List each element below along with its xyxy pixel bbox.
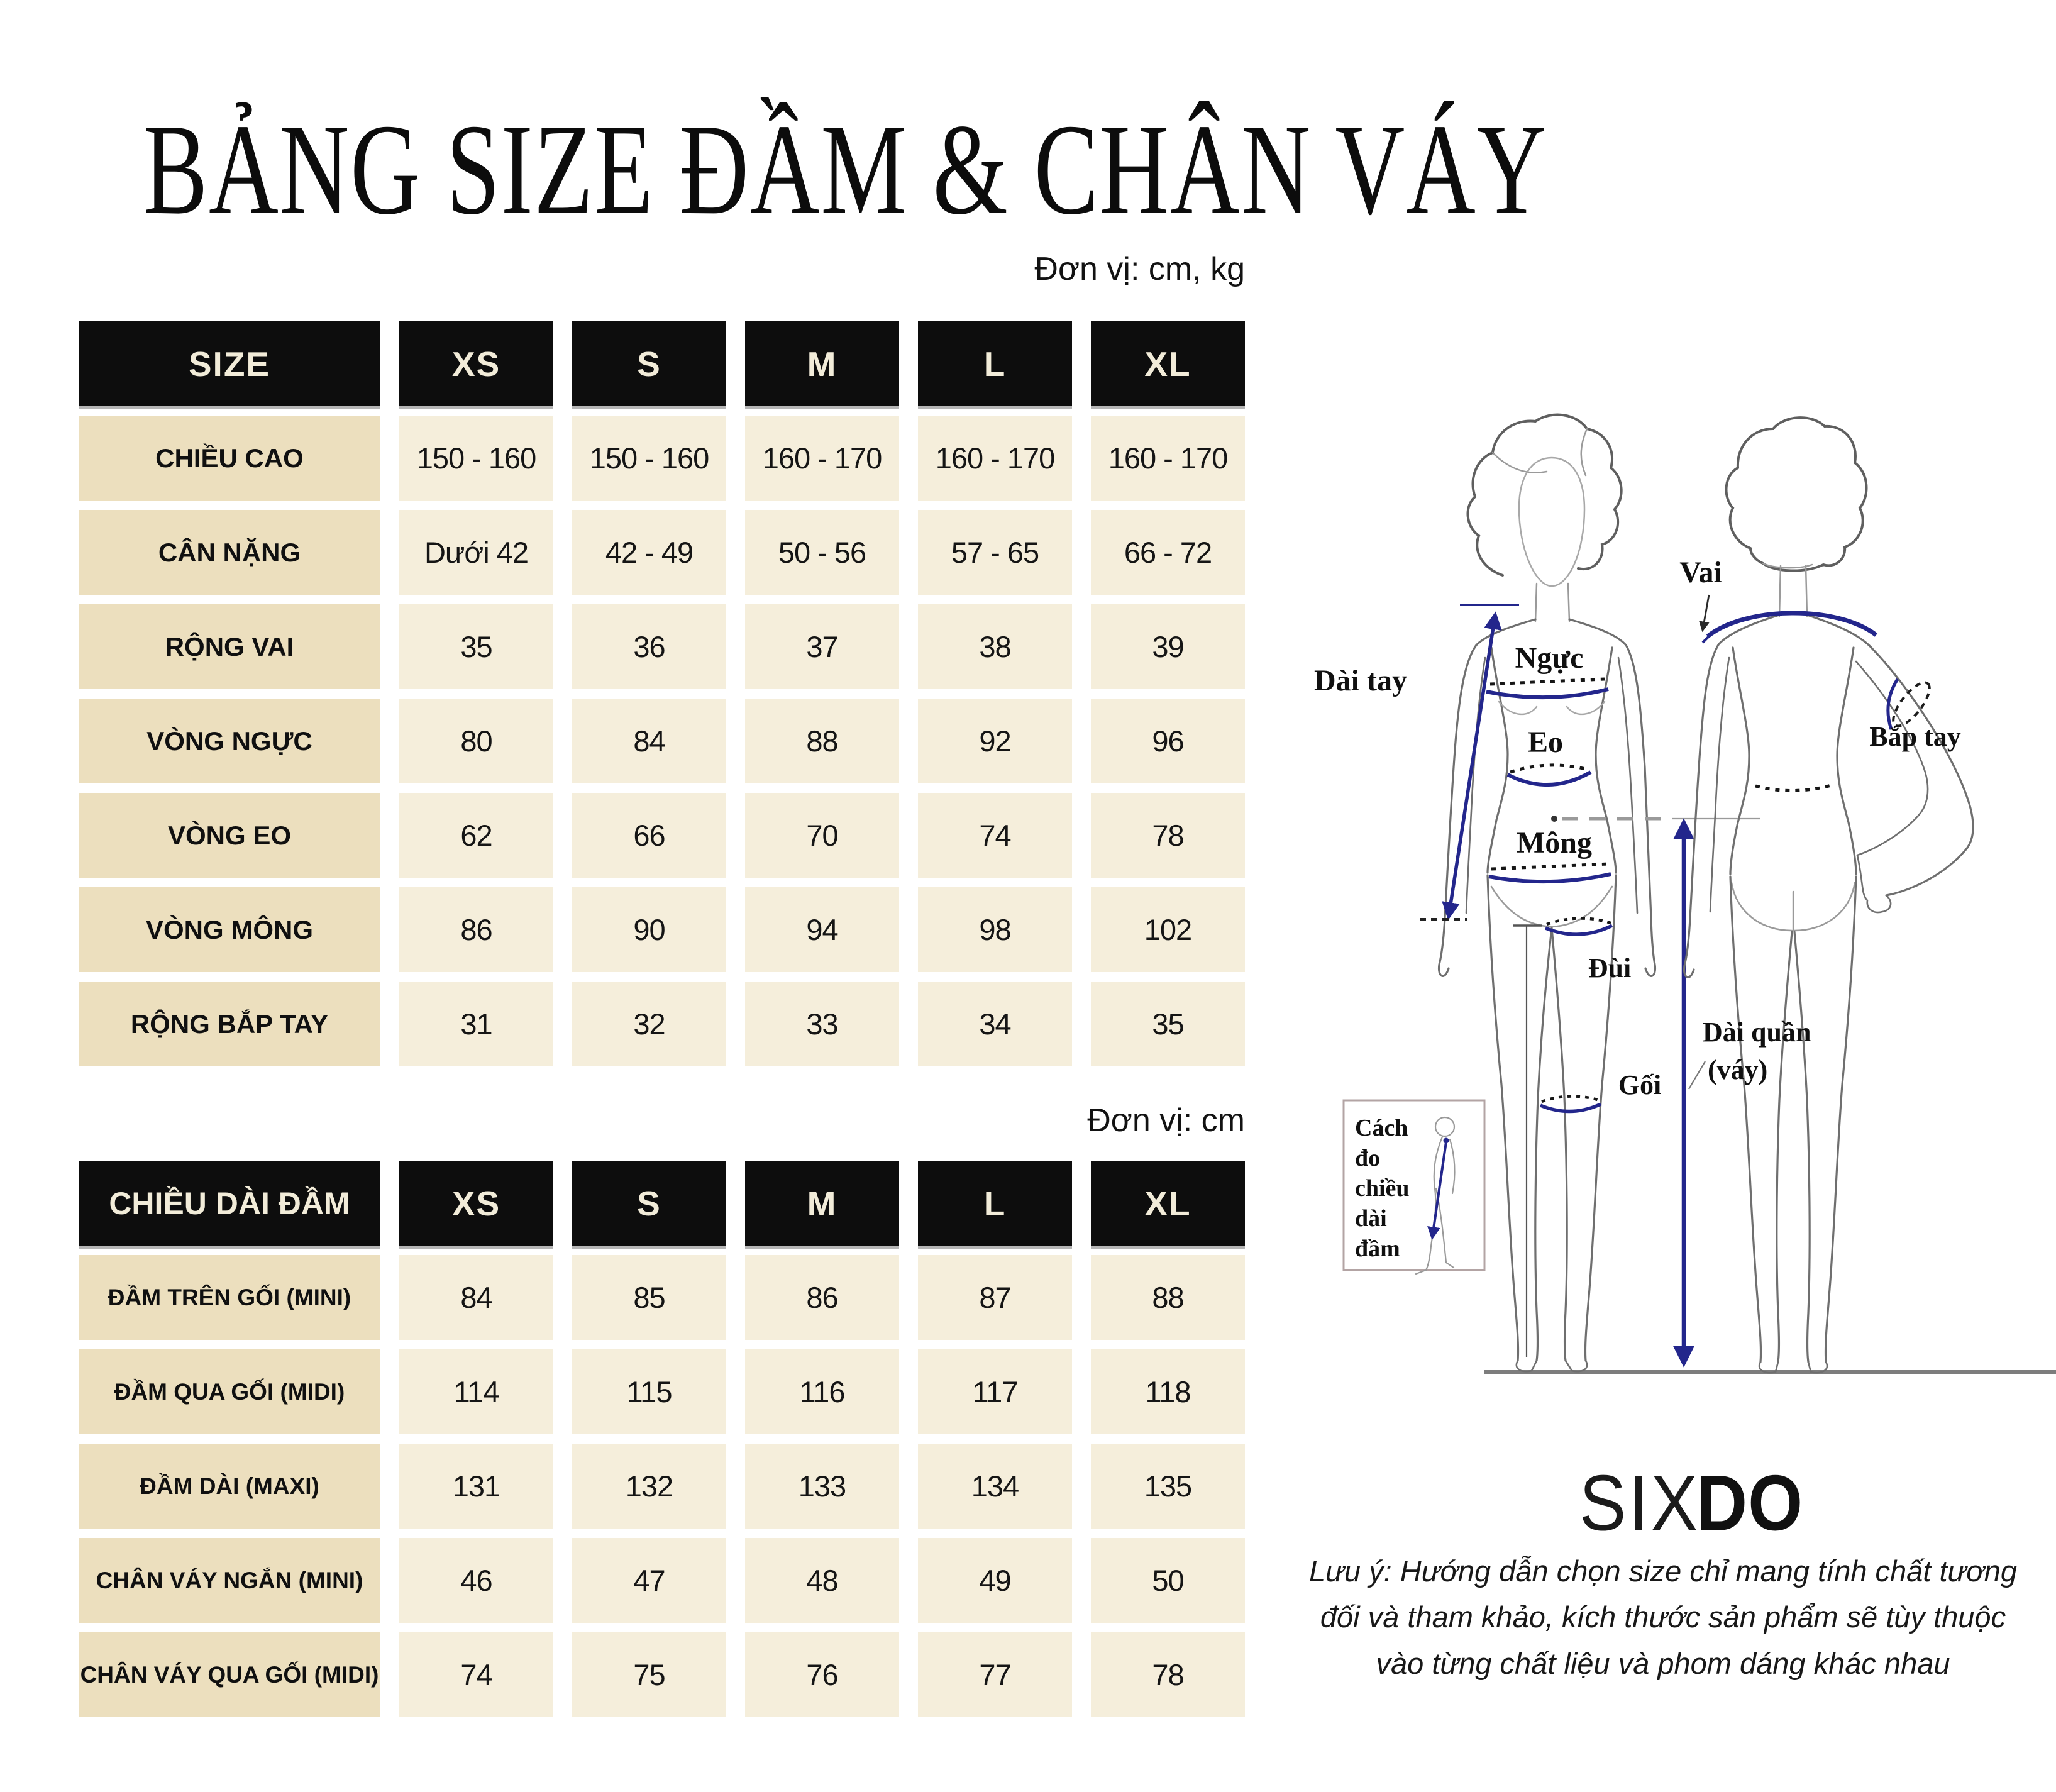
- row-label-maxi-dress: ĐẦM DÀI (MAXI): [79, 1444, 380, 1529]
- dress-length-table: [79, 1161, 1245, 1717]
- waist-m: 70: [745, 793, 899, 878]
- back-figure-sketch: [1684, 418, 1974, 1373]
- thigh-label: Đùi: [1588, 953, 1632, 983]
- table2-header-s: S: [572, 1161, 726, 1246]
- table2-header-xl: XL: [1091, 1161, 1245, 1246]
- maxi-dress-m: 133: [745, 1444, 899, 1529]
- mini-dress-l: 87: [918, 1255, 1072, 1340]
- mini-dress-m: 86: [745, 1255, 899, 1340]
- note-line-1: Lưu ý: Hướng dẫn chọn size chỉ mang tính chất tương: [1309, 1554, 2017, 1588]
- waist-measure-line: [1508, 772, 1591, 785]
- upper-arm-xs: 31: [399, 982, 553, 1066]
- hip-dotted-line: [1491, 864, 1608, 869]
- mini-skirt-s: 47: [572, 1538, 726, 1623]
- bust-xs: 80: [399, 699, 553, 783]
- garment-label-pointer: [1689, 1061, 1705, 1089]
- logo-six-text: SIX: [1579, 1459, 1701, 1547]
- maxi-dress-l: 134: [918, 1444, 1072, 1529]
- note-line-2: đối và tham khảo, kích thước sản phẩm sẽ tùy thuộc: [1320, 1600, 2006, 1634]
- waist-l: 74: [918, 793, 1072, 878]
- hip-label: Mông: [1517, 826, 1592, 860]
- inset-text-2: đo: [1355, 1145, 1381, 1171]
- row-label-waist: VÒNG EO: [79, 793, 380, 878]
- height-m: 160 - 170: [745, 416, 899, 501]
- weight-xs: Dưới 42: [399, 510, 553, 595]
- sixdo-logo: [1540, 1457, 1842, 1548]
- back-waist-dotted-line: [1755, 785, 1833, 791]
- waist-xs: 62: [399, 793, 553, 878]
- bust-xl: 96: [1091, 699, 1245, 783]
- row-label-mini-dress: ĐẦM TRÊN GỐI (MINI): [79, 1255, 380, 1340]
- bust-l: 92: [918, 699, 1072, 783]
- inset-text-5: đầm: [1355, 1236, 1400, 1262]
- maxi-dress-xl: 135: [1091, 1444, 1245, 1529]
- mini-dress-s: 85: [572, 1255, 726, 1340]
- note-line-3: vào từng chất liệu và phom dáng khác nhau: [1376, 1646, 1950, 1680]
- mini-dress-xs: 84: [399, 1255, 553, 1340]
- garment-length-label-2: (váy): [1708, 1054, 1768, 1085]
- bust-measure-line: [1486, 689, 1608, 697]
- inset-text-4: dài: [1355, 1205, 1387, 1232]
- midi-dress-s: 115: [572, 1349, 726, 1434]
- height-xl: 160 - 170: [1091, 416, 1245, 501]
- table1-header-xs: XS: [399, 321, 553, 406]
- arm-length-label: Dài tay: [1314, 664, 1407, 697]
- mini-skirt-l: 49: [918, 1538, 1072, 1623]
- waist-s: 66: [572, 793, 726, 878]
- mini-skirt-m: 48: [745, 1538, 899, 1623]
- row-label-midi-skirt: CHÂN VÁY QUA GỐI (MIDI): [79, 1632, 380, 1717]
- waist-label: Eo: [1527, 726, 1564, 759]
- table2-header-xs: XS: [399, 1161, 553, 1246]
- maxi-dress-xs: 131: [399, 1444, 553, 1529]
- measurement-diagram: [1295, 352, 2056, 1408]
- midi-skirt-xs: 74: [399, 1632, 553, 1717]
- midi-skirt-s: 75: [572, 1632, 726, 1717]
- height-l: 160 - 170: [918, 416, 1072, 501]
- back-measure-marks: [1703, 595, 1935, 791]
- height-s: 150 - 160: [572, 416, 726, 501]
- row-label-bust: VÒNG NGỰC: [79, 699, 380, 783]
- page-title: BẢNG SIZE ĐẦM & CHÂN VÁY: [143, 97, 1547, 242]
- shoulder-s: 36: [572, 604, 726, 689]
- hip-measure-line: [1489, 874, 1611, 882]
- row-label-mini-skirt: CHÂN VÁY NGẮN (MINI): [79, 1538, 380, 1623]
- table2-header-m: M: [745, 1161, 899, 1246]
- table2-unit-label: Đơn vị: cm: [1087, 1102, 1245, 1139]
- row-label-hip: VÒNG MÔNG: [79, 887, 380, 972]
- shoulder-m: 37: [745, 604, 899, 689]
- knee-dotted-line: [1542, 1096, 1600, 1102]
- upper-arm-label: Bắp tay: [1869, 721, 1961, 752]
- weight-xl: 66 - 72: [1091, 510, 1245, 595]
- midi-dress-l: 117: [918, 1349, 1072, 1434]
- inset-text-1: Cách: [1355, 1115, 1408, 1141]
- maxi-dress-s: 132: [572, 1444, 726, 1529]
- hip-m: 94: [745, 887, 899, 972]
- mini-skirt-xs: 46: [399, 1538, 553, 1623]
- mini-skirt-xl: 50: [1091, 1538, 1245, 1623]
- shoulder-xs: 35: [399, 604, 553, 689]
- bust-s: 84: [572, 699, 726, 783]
- shoulder-label-arrow: [1703, 595, 1709, 630]
- upper-arm-l: 34: [918, 982, 1072, 1066]
- logo-do-text: DO: [1696, 1459, 1804, 1547]
- weight-s: 42 - 49: [572, 510, 726, 595]
- midi-dress-m: 116: [745, 1349, 899, 1434]
- table1-header-l: L: [918, 321, 1072, 406]
- table2-header-l: L: [918, 1161, 1072, 1246]
- shoulder-l: 38: [918, 604, 1072, 689]
- row-label-height: CHIỀU CAO: [79, 416, 380, 501]
- upper-arm-m: 33: [745, 982, 899, 1066]
- navel-dot: [1551, 816, 1557, 822]
- height-xs: 150 - 160: [399, 416, 553, 501]
- hip-xl: 102: [1091, 887, 1245, 972]
- knee-label: Gối: [1618, 1070, 1662, 1100]
- midi-skirt-xl: 78: [1091, 1632, 1245, 1717]
- waist-xl: 78: [1091, 793, 1245, 878]
- row-label-shoulder: RỘNG VAI: [79, 604, 380, 689]
- midi-dress-xs: 114: [399, 1349, 553, 1434]
- upper-arm-xl: 35: [1091, 982, 1245, 1066]
- bust-label: Ngực: [1515, 641, 1584, 675]
- table1-header-size: SIZE: [79, 321, 380, 406]
- weight-m: 50 - 56: [745, 510, 899, 595]
- knee-measure-line: [1540, 1104, 1601, 1112]
- table1-header-s: S: [572, 321, 726, 406]
- upper-arm-s: 32: [572, 982, 726, 1066]
- table2-header-length: CHIỀU DÀI ĐẦM: [79, 1161, 380, 1246]
- midi-skirt-m: 76: [745, 1632, 899, 1717]
- disclaimer-note: [1308, 1548, 2018, 1686]
- table1-unit-label: Đơn vị: cm, kg: [1034, 251, 1245, 287]
- mini-dress-xl: 88: [1091, 1255, 1245, 1340]
- dress-length-inset: [1344, 1100, 1484, 1274]
- shoulder-label: Vai: [1679, 556, 1722, 589]
- weight-l: 57 - 65: [918, 510, 1072, 595]
- row-label-midi-dress: ĐẦM QUA GỐI (MIDI): [79, 1349, 380, 1434]
- inset-text-3: chiều: [1355, 1175, 1410, 1202]
- waist-dotted-line: [1510, 765, 1588, 772]
- bust-dotted-line: [1490, 679, 1605, 684]
- shoulder-xl: 39: [1091, 604, 1245, 689]
- row-label-upper-arm: RỘNG BẮP TAY: [79, 982, 380, 1066]
- hip-s: 90: [572, 887, 726, 972]
- size-table: [79, 321, 1245, 1066]
- hip-l: 98: [918, 887, 1072, 972]
- row-label-weight: CÂN NẶNG: [79, 510, 380, 595]
- bust-m: 88: [745, 699, 899, 783]
- table1-header-m: M: [745, 321, 899, 406]
- midi-skirt-l: 77: [918, 1632, 1072, 1717]
- midi-dress-xl: 118: [1091, 1349, 1245, 1434]
- hip-xs: 86: [399, 887, 553, 972]
- table1-header-xl: XL: [1091, 321, 1245, 406]
- garment-length-label-1: Dài quần: [1703, 1017, 1811, 1048]
